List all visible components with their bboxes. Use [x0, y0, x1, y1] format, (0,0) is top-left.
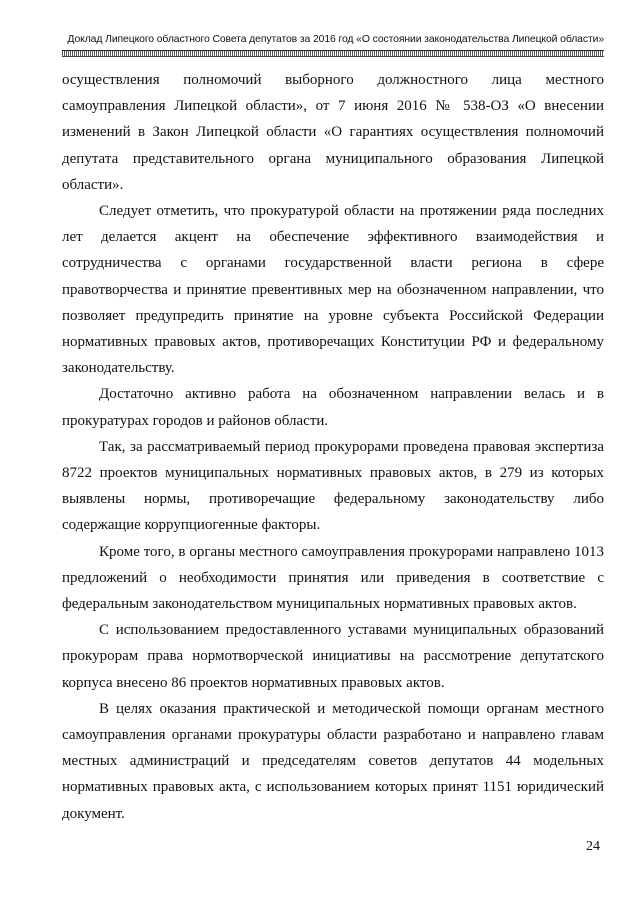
paragraph: Достаточно активно работа на обозначенном направлении велась и в прокуратурах городов и районов области.: [62, 386, 604, 429]
page-number: 24: [586, 839, 600, 854]
paragraph: С использованием предоставленного уставами муниципальных образований прокурорам права нормотворческой инициативы на рассмотрение депутатского корпуса внесено 86 проектов нормативных правовых актов.: [62, 622, 604, 691]
paragraph: Так, за рассматриваемый период прокурорами проведена правовая экспертиза 8722 проектов муниципальных нормативных правовых актов, в 279 из которых выявлены нормы, противоречащие федеральному законодательству либо содержащие коррупциогенные факторы.: [62, 438, 604, 534]
paragraph: Кроме того, в органы местного самоуправления прокурорами направлено 1013 предложений о необходимости принятия или приведения в соответствие с федеральным законодательством муниципальных нормативных правовых актов.: [62, 543, 604, 613]
paragraph: В целях оказания практической и методической помощи органам местного самоуправления органами прокуратуры области разработано и направлено главам местных администраций и председателям советов депутатов 44 модельных нормативных правовых акта, с использованием которых принят 1151 юридический документ.: [62, 700, 604, 822]
document-body: [62, 67, 604, 827]
header-rule: [62, 50, 604, 57]
paragraph-continuation: осуществления полномочий выборного должностного лица местного самоуправления Липецкой области», от 7 июня 2016 № 538-ОЗ «О внесении изменений в Закон Липецкой области «О гарантиях осуществления полномочий депутата представительного органа муниципального образования Липецкой области».: [62, 72, 604, 193]
paragraph: Следует отметить, что прокуратурой области на протяжении ряда последних лет делается акцент на обеспечение эффективного взаимодействия и сотрудничества с органами государственной власти региона в сфере правотворчества и принятие превентивных мер на обозначенном направлении, что позволяет предупредить принятие на уровне субъекта Российской Федерации нормативных правовых актов, противоречащих Конституции РФ и федеральному законодательству.: [62, 203, 604, 377]
running-header: Доклад Липецкого областного Совета депутатов за 2016 год «О состоянии законодательства Липецкой области»: [67, 34, 604, 45]
